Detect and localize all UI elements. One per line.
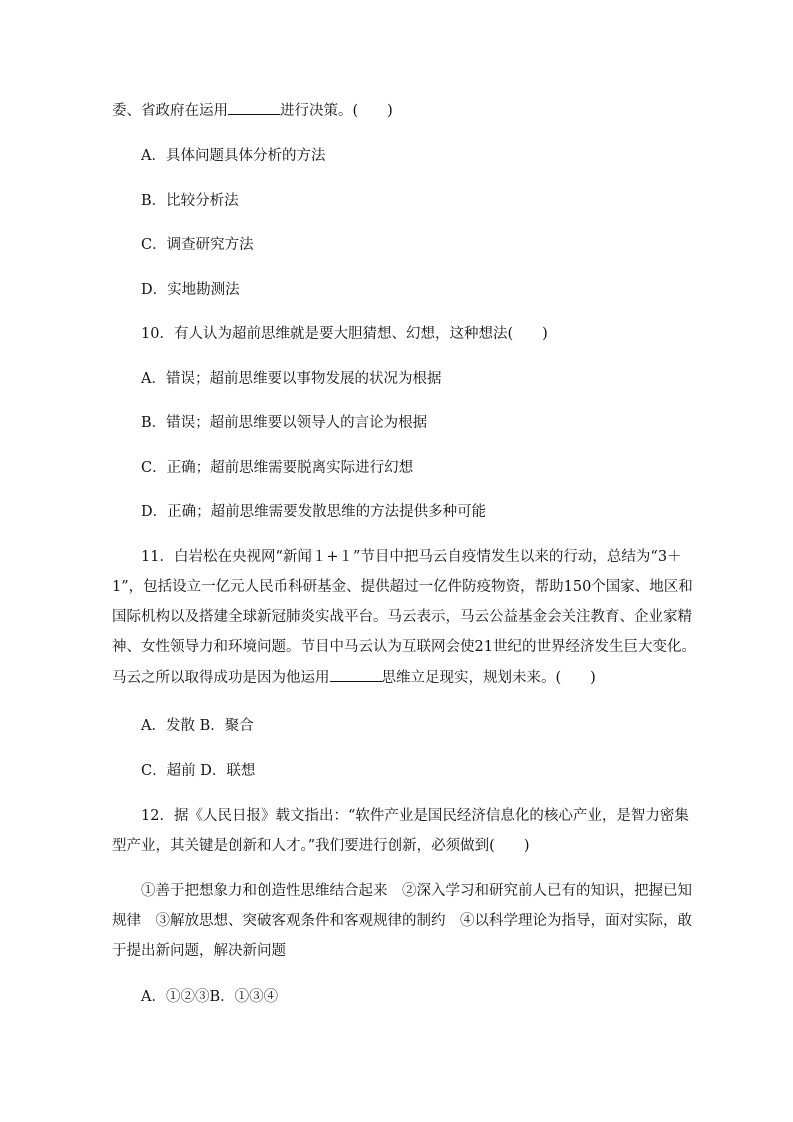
q12-statement-line-3: 于提出新问题，解决新问题 — [112, 943, 286, 959]
q9-option-b: B．比较分析法 — [141, 193, 239, 209]
q11-option-row-1: A．发散 B．聚合 — [141, 718, 254, 734]
q10-option-d: D．正确；超前思维需要发散思维的方法提供多种可能 — [141, 504, 487, 520]
q12-statement-line-1: ①善于把想象力和创造性思维结合起来 ②深入学习和研究前人已有的知识，把握已知 — [141, 883, 692, 899]
q11-stem-line-3: 国际机构以及搭建全球新冠肺炎实战平台。马云表示，马云公益基金会关注教育、企业家精 — [112, 609, 692, 625]
answer-blank — [228, 100, 280, 115]
q11-last-after: 思维立足现实，规划未来。( ) — [381, 670, 596, 686]
intro-text-after: 进行决策。( ) — [280, 103, 393, 119]
q12-option-row-1: A．①②③B．①③④ — [141, 989, 279, 1005]
intro-text-before: 委、省政府在运用 — [112, 103, 228, 119]
intro-line — [112, 100, 393, 121]
q10-option-a: A．错误；超前思维要以事物发展的状况为根据 — [141, 371, 442, 387]
answer-blank — [330, 667, 382, 682]
q9-option-c: C．调查研究方法 — [141, 237, 254, 253]
q9-option-a: A．具体问题具体分析的方法 — [141, 148, 326, 164]
q12-stem-line-2: 型产业，其关键是创新和人才。”我们要进行创新，必须做到( ) — [112, 838, 530, 854]
q12-statement-line-2: 规律 ③解放思想、突破客观条件和客观规律的制约 ④以科学理论为指导，面对实际，敢 — [112, 913, 692, 929]
q9-option-d: D．实地勘测法 — [141, 282, 240, 298]
q11-stem-line-1: 11．白岩松在央视网“新闻１+１”节目中把马云自疫情发生以来的行动，总结为“3＋ — [141, 549, 682, 565]
q11-stem-line-2: 1”，包括设立一亿元人民币科研基金、提供超过一亿件防疫物资，帮助150个国家、地区和 — [112, 579, 693, 595]
q10-option-c: C．正确；超前思维需要脱离实际进行幻想 — [141, 460, 414, 476]
q11-stem-line-4: 神、女性领导力和环境问题。节目中马云认为互联网会使21世纪的世界经济发生巨大变化。 — [112, 639, 696, 655]
q10-stem: 10．有人认为超前思维就是要大胆猜想、幻想，这种想法( ) — [141, 326, 548, 342]
q11-option-row-2: C．超前 D．联想 — [141, 763, 256, 779]
q11-stem-line-5 — [112, 667, 596, 688]
q12-stem-line-1: 12．据《人民日报》载文指出：“软件产业是国民经济信息化的核心产业，是智力密集 — [141, 808, 689, 824]
q10-option-b: B．错误；超前思维要以领导人的言论为根据 — [141, 415, 428, 431]
q11-last-before: 马云之所以取得成功是因为他运用 — [112, 670, 330, 686]
